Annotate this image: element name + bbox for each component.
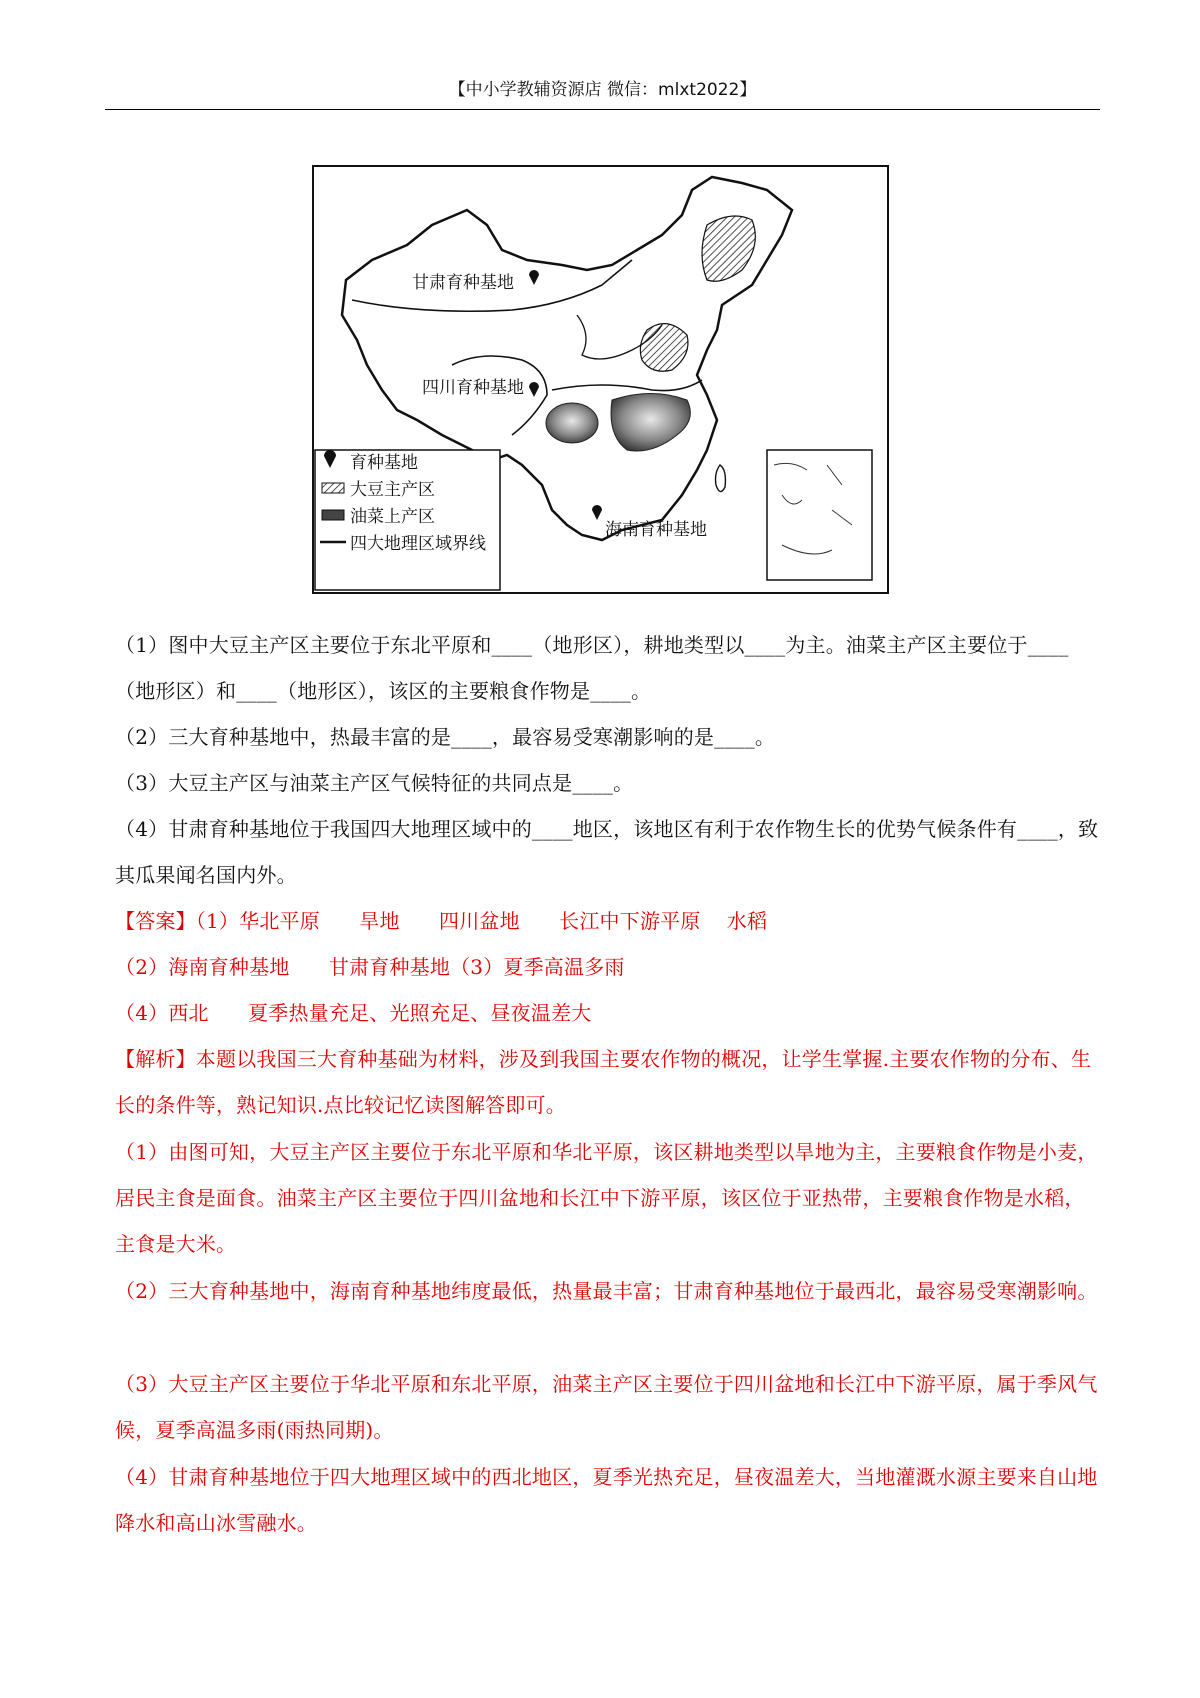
legend-item-breeding-base: 育种基地 [350,453,418,473]
explanation-part-1: （1）由图可知，大豆主产区主要位于东北平原和华北平原，该区耕地类型以旱地为主，主要粮食作物是小麦，居民主食是面食。油菜主产区主要位于四川盆地和长江中下游平原，该区位于亚热带，主要粮食作物是水稻，主食是大米。 [115,1140,1098,1256]
question-2: （2）三大育种基地中，热最丰富的是____，最容易受寒潮影响的是____。 [115,725,776,749]
page-header: 【中小学教辅资源店 微信：mlxt2022】 [448,80,757,100]
hatch-icon [322,483,344,493]
question-4: （4）甘肃育种基地位于我国四大地理区域中的____地区，该地区有利于农作物生长的优势气候条件有____，致其瓜果闻名国内外。 [115,817,1099,887]
rapeseed-region-sichuan [546,403,598,443]
label-sichuan: 四川育种基地 [422,378,524,398]
explanation-intro: 【解析】本题以我国三大育种基础为材料，涉及到我国主要农作物的概况，让学生掌握.主要农作物的分布、生长的条件等，熟记知识.点比较记忆读图解答即可。 [115,1047,1092,1117]
legend-item-soybean: 大豆主产区 [350,480,435,500]
legend-item-boundary: 四大地理区域界线 [350,534,486,554]
legend-item-rapeseed: 油菜上产区 [350,507,435,527]
south-china-sea-inset [767,450,872,580]
shaded-icon [322,510,344,520]
explanation-part-4: （4）甘肃育种基地位于四大地理区域中的西北地区，夏季光热充足，昼夜温差大，当地灌溉水源主要来自山地降水和高山冰雪融水。 [115,1465,1098,1535]
answer-line-3: （4）西北 夏季热量充足、光照充足、昼夜温差大 [115,1001,592,1025]
question-3: （3）大豆主产区与油菜主产区气候特征的共同点是____。 [115,771,634,795]
label-hainan: 海南育种基地 [605,520,707,540]
header-divider [105,109,1100,110]
china-map-figure [312,165,889,594]
answer-line-2: （2）海南育种基地 甘肃育种基地（3）夏季高温多雨 [115,955,625,979]
explanation-part-3: （3）大豆主产区主要位于华北平原和东北平原，油菜主产区主要位于四川盆地和长江中下游平原，属于季风气候，夏季高温多雨(雨热同期)。 [115,1372,1098,1442]
answer-line-1: 【答案】（1）华北平原 旱地 四川盆地 长江中下游平原 水稻 [115,909,768,933]
question-1: （1）图中大豆主产区主要位于东北平原和____（地形区），耕地类型以____为主。油菜主产区主要位于____（地形区）和____（地形区），该区的主要粮食作物是____。 [115,633,1069,703]
label-gansu: 甘肃育种基地 [412,273,514,293]
explanation-part-2: （2）三大育种基地中，海南育种基地纬度最低，热量最丰富；甘肃育种基地位于最西北，最容易受寒潮影响。 [115,1279,1098,1303]
